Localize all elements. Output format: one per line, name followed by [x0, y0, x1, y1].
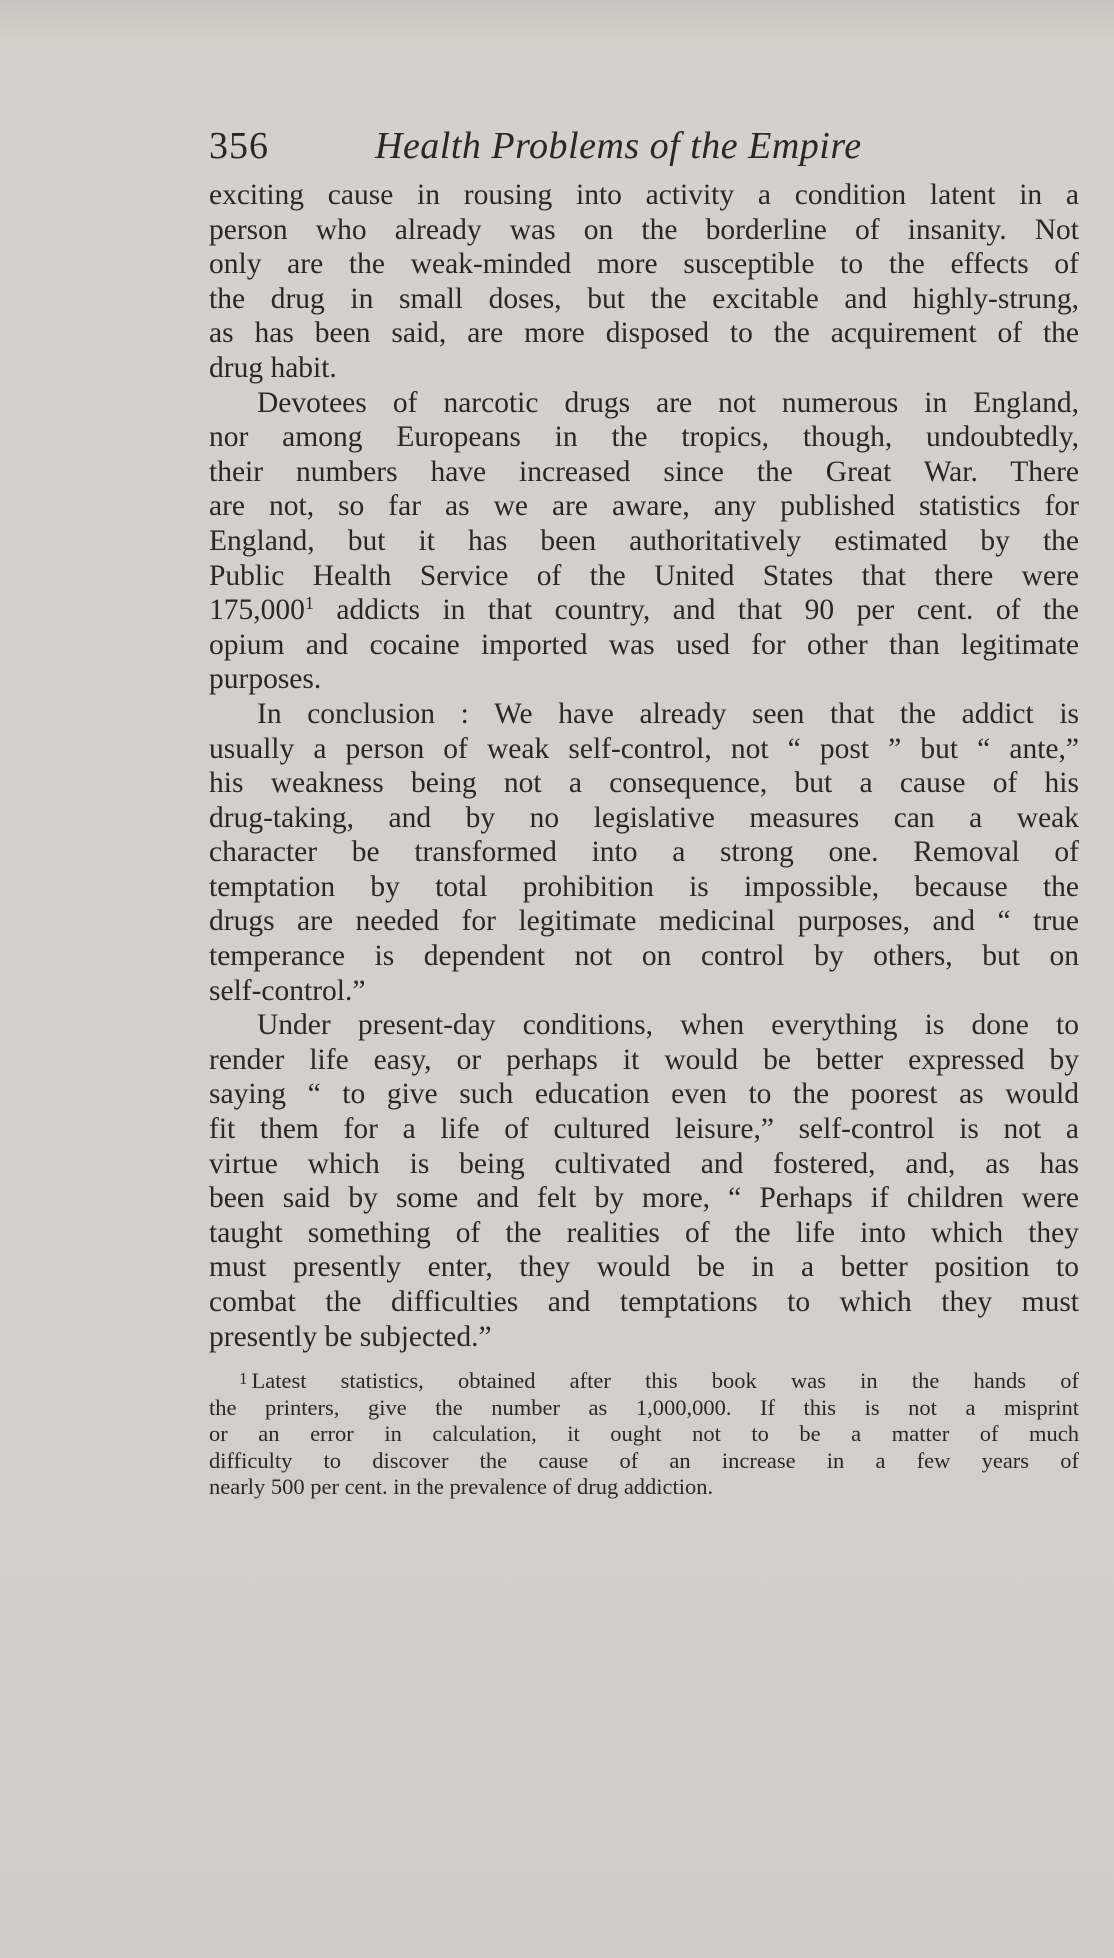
text-line: fit them for a life of cultured leisure,” self-control is not a — [209, 1113, 1079, 1146]
text-fragment: addicts in that country, and that 90 per cent. of the — [313, 594, 1079, 627]
text-line: In conclusion : We have already seen that the addict is — [257, 697, 1079, 730]
footnote-line: or an error in calculation, it ought not to be a matter of much — [209, 1421, 1079, 1447]
text-line: purposes. — [209, 663, 322, 696]
text-line: their numbers have increased since the Great War. There — [209, 455, 1079, 488]
text-line: Under present-day conditions, when everything is done to — [257, 1009, 1079, 1042]
text-line: opium and cocaine imported was used for other than legitimate — [209, 628, 1079, 661]
paragraph-4 — [209, 1008, 1079, 1354]
text-line: self-control.” — [209, 974, 366, 1007]
paragraph-2 — [209, 386, 1079, 697]
running-title: Health Problems of the Empire — [375, 125, 862, 167]
text-line: only are the weak-minded more susceptible to the effects of — [209, 248, 1079, 281]
text-line: as has been said, are more disposed to the acquirement of the — [209, 317, 1079, 350]
text-line: been said by some and felt by more, “ Perhaps if children were — [209, 1182, 1079, 1215]
footnote-reference: 1 — [304, 593, 314, 614]
text-line: temperance is dependent not on control by others, but on — [209, 940, 1079, 973]
text-line: saying “ to give such education even to the poorest as would — [209, 1078, 1079, 1111]
text-line: must presently enter, they would be in a better position to — [209, 1251, 1079, 1284]
text-line: the drug in small doses, but the excitable and highly-strung, — [209, 282, 1079, 315]
text-line: virtue which is being cultivated and fostered, and, as has — [209, 1147, 1079, 1180]
text-line: are not, so far as we are aware, any published statistics for — [209, 490, 1079, 523]
text-line: England, but it has been authoritatively estimated by the — [209, 524, 1079, 557]
text-line-with-footnote — [209, 593, 1079, 628]
footnote-line: the printers, give the number as 1,000,000. If this is not a misprint — [209, 1394, 1079, 1420]
text-line: character be transformed into a strong one. Removal of — [209, 836, 1079, 869]
text-line: drugs are needed for legitimate medicinal purposes, and “ true — [209, 905, 1079, 938]
text-line: drug-taking, and by no legislative measures can a weak — [209, 801, 1079, 834]
paragraph-3 — [209, 697, 1079, 1008]
text-line: his weakness being not a consequence, but a cause of his — [209, 767, 1079, 800]
text-fragment: 175,000 — [209, 594, 305, 627]
text-line: drug habit. — [209, 351, 337, 384]
text-line: render life easy, or perhaps it would be better expressed by — [209, 1043, 1079, 1076]
footnote-line: difficulty to discover the cause of an increase in a few years of — [209, 1447, 1079, 1473]
text-line: taught something of the realities of the life into which they — [209, 1216, 1079, 1249]
body-text — [209, 178, 1079, 1354]
text-line: nor among Europeans in the tropics, though, undoubtedly, — [209, 421, 1079, 454]
page-number: 356 — [209, 125, 269, 167]
text-line: exciting cause in rousing into activity a condition latent in a — [209, 179, 1079, 211]
paragraph-1 — [209, 178, 1079, 386]
text-line: person who already was on the borderline of insanity. Not — [209, 213, 1079, 246]
footnote — [209, 1366, 1079, 1501]
footnote-text: Latest statistics, obtained after this book was in the hands of — [251, 1368, 1079, 1394]
book-page — [209, 118, 1079, 1501]
text-line: combat the difficulties and temptations to which they must — [209, 1286, 1079, 1318]
footnote-line: nearly 500 per cent. in the prevalence of drug addiction. — [209, 1474, 714, 1500]
footnote-line — [209, 1366, 1079, 1395]
text-line: temptation by total prohibition is impossible, because the — [209, 870, 1079, 903]
text-line: Devotees of narcotic drugs are not numerous in England, — [257, 386, 1079, 419]
text-line: usually a person of weak self-control, not “ post ” but “ ante,” — [209, 732, 1079, 765]
text-line: presently be subjected.” — [209, 1320, 492, 1353]
running-head — [209, 118, 1079, 174]
footnote-number: 1 — [239, 1369, 248, 1389]
text-line: Public Health Service of the United States that there were — [209, 559, 1079, 592]
